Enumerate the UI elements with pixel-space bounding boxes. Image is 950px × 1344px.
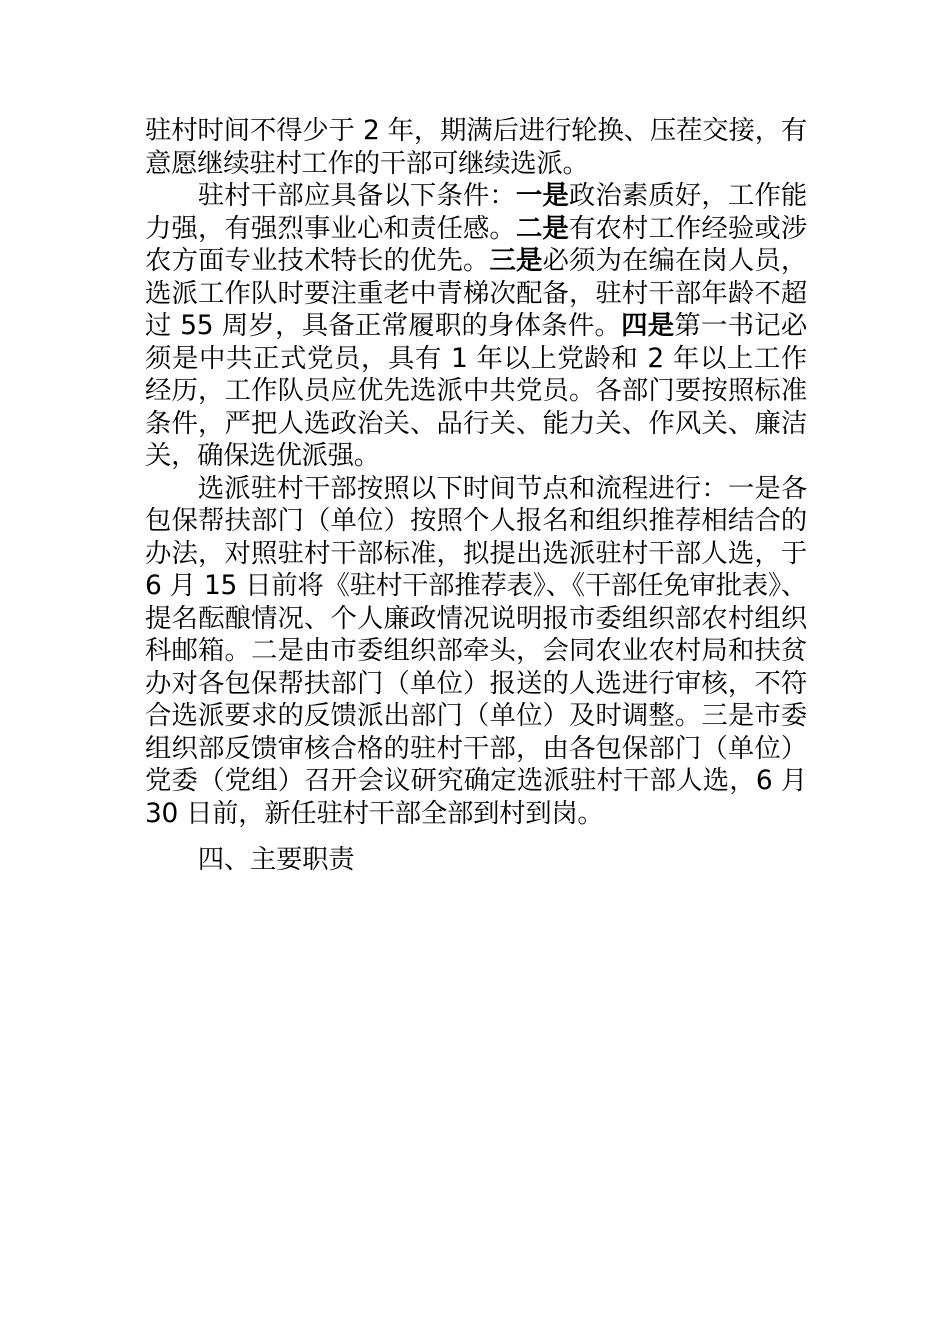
text-run: 第一书记必须是中共正式党员，具有 1 年以上党龄和 2 年以上工作经历，工作队员应优先选派中共党员。各部门要按照标准条件，严把人选政治关、品行关、能力关、作风关、廉洁关，确保选优派强。 [145, 310, 807, 471]
text-run: 必须为在编在岗人员，选派工作队时要注重老中青梯次配备，驻村干部年龄不超过 55 周岁，具备正常履职的身体条件。 [145, 245, 808, 341]
text-run: 政治素质好，工作能力强，有强烈事业心和责任感。 [145, 180, 807, 244]
bold-ordinal-three: 三是 [489, 245, 543, 276]
bold-ordinal-two: 二是 [515, 212, 569, 244]
section-heading: 四、主要职责 [197, 844, 355, 875]
bold-ordinal-four: 四是 [621, 310, 675, 341]
paragraph-selection-process: 选派驻村干部按照以下时间节点和流程进行：一是各包保帮扶部门（单位）按照个人报名和组织推荐相结合的办法，对照驻村干部标准，拟提出选派驻村干部人选，于 6 月 15 日前将《驻村干部推荐表》、《干部任免审批表》、提名酝酿情况、个人廉政情况说明报市委组织部农村组织科邮箱。二是由市委组织部牵头，会同农业农村局和扶贫办对各包保帮扶部门（单位）报送的人选进行审核，不符合选派要求的反馈派出部门（单位）及时调整。三是市委组织部反馈审核合格的驻村干部，由各包保部门（单位）党委（党组）召开会议研究确定选派驻村干部人选，6 月 30 日前，新任驻村干部全部到村到岗。 [145, 472, 807, 829]
paragraph-term-rotation: 驻村时间不得少于 2 年，期满后进行轮换、压茬交接，有意愿继续驻村工作的干部可继续选派。 [145, 115, 807, 179]
text-run: 驻村干部应具备以下条件： [197, 180, 516, 211]
paragraph-selection-conditions [145, 180, 807, 473]
bold-ordinal-one: 一是 [515, 180, 569, 211]
text-run: 有农村工作经验或涉农方面专业技术特长的优先。 [145, 212, 807, 276]
document-page [145, 115, 807, 877]
